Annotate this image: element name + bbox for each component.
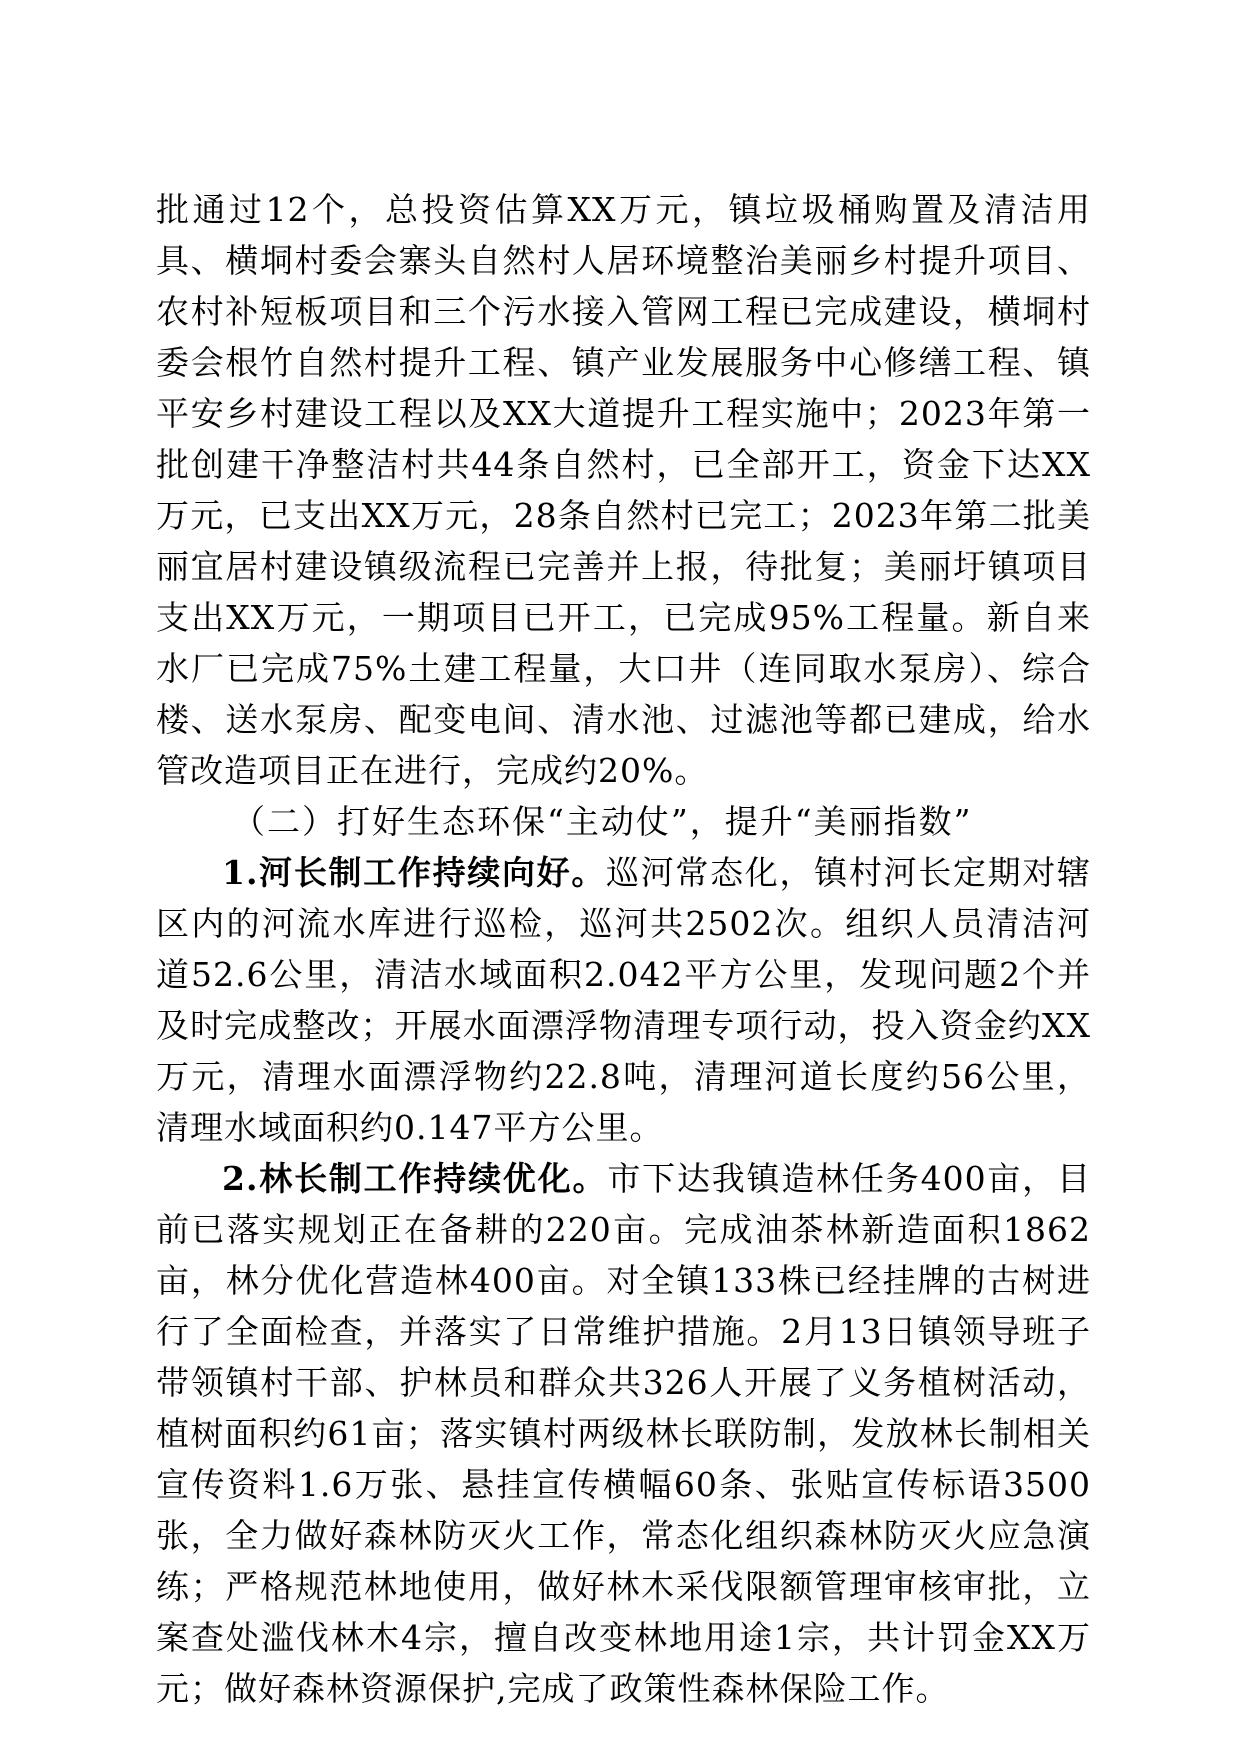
- paragraph-forest-chief: [156, 1153, 1091, 1714]
- section-heading-ecology: （二）打好生态环保“主动仗”，提升“美丽指数”: [232, 802, 973, 841]
- forest-chief-body: 市下达我镇造林任务400亩，目前已落实规划正在备耕的220亩。完成油茶林新造面积1862亩，林分优化营造林400亩。对全镇133株已经挂牌的古树进行了全面检查，并落实了日常维护措施。2月13日镇领导班子带领镇村干部、护林员和群众共326人开展了义务植树活动，植树面积约61亩；落实镇村两级林长联防制，发放林长制相关宣传资料1.6万张、悬挂宣传横幅60条、张贴宣传标语3500张，全力做好森林防灭火工作，常态化组织森林防灭火应急演练；严格规范林地使用，做好林木采伐限额管理审核审批，立案查处滥伐林木4宗，擅自改变林地用途1宗，共计罚金XX万元；做好森林资源保护,完成了政策性森林保险工作。: [156, 1159, 1091, 1708]
- forest-chief-lead: 2.林长制工作持续优化。: [222, 1159, 608, 1198]
- river-chief-lead: 1.河长制工作持续向好。: [222, 853, 607, 892]
- paragraph-river-chief: [156, 847, 1091, 1153]
- river-chief-body: 巡河常态化，镇村河长定期对辖区内的河流水库进行巡检，巡河共2502次。组织人员清洁河道52.6公里，清洁水域面积2.042平方公里，发现问题2个并及时完成整改；开展水面漂浮物清理专项行动，投入资金约XX万元，清理水面漂浮物约22.8吨，清理河道长度约56公里，清理水域面积约0.147平方公里。: [156, 853, 1092, 1147]
- document-body: [156, 184, 1091, 1714]
- paragraph-project-progress: 批通过12个，总投资估算XX万元，镇垃圾桶购置及清洁用具、横垌村委会寨头自然村人居环境整治美丽乡村提升项目、农村补短板项目和三个污水接入管网工程已完成建设，横垌村委会根竹自然村提升工程、镇产业发展服务中心修缮工程、镇平安乡村建设工程以及XX大道提升工程实施中；2023年第一批创建干净整洁村共44条自然村，已全部开工，资金下达XX万元，已支出XX万元，28条自然村已完工；2023年第二批美丽宜居村建设镇级流程已完善并上报，待批复；美丽圩镇项目支出XX万元，一期项目已开工，已完成95%工程量。新自来水厂已完成75%土建工程量，大口井（连同取水泵房）、综合楼、送水泵房、配变电间、清水池、过滤池等都已建成，给水管改造项目正在进行，完成约20%。: [156, 190, 1091, 790]
